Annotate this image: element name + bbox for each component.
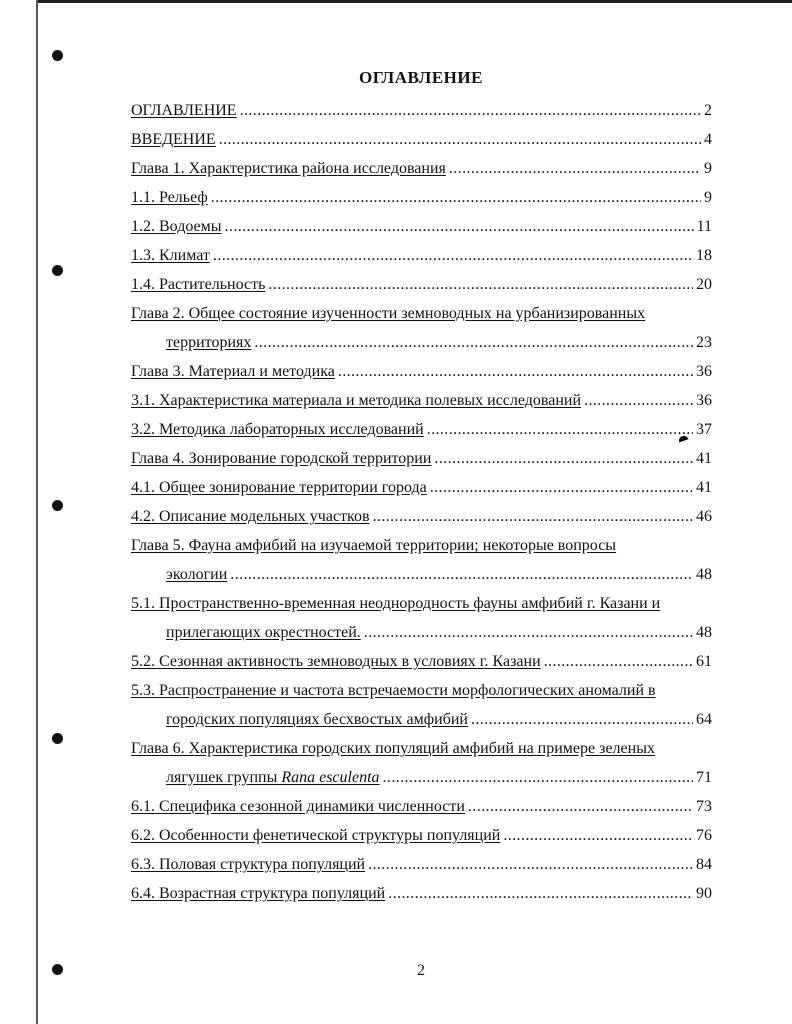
toc-page-number: 41 — [696, 450, 712, 467]
toc-entry-line — [131, 763, 712, 792]
toc-page-number: 37 — [696, 421, 712, 438]
toc-page-number: 23 — [696, 334, 712, 351]
toc-entry-title[interactable]: 4.1. Общее зонирование территории города — [131, 479, 427, 496]
toc-entry-title[interactable]: 1.4. Растительность — [131, 276, 266, 293]
dot-leader — [230, 560, 693, 589]
toc-entry-line — [131, 676, 712, 705]
toc-entry-line — [131, 560, 712, 589]
dot-leader — [471, 705, 693, 734]
toc-entry-line — [131, 328, 712, 357]
binder-hole-icon — [52, 265, 63, 276]
toc-entry[interactable] — [131, 850, 712, 879]
toc-entry-line — [131, 734, 712, 763]
toc-entry-line — [131, 125, 712, 154]
toc-entry[interactable] — [131, 734, 712, 763]
toc-entry[interactable] — [131, 357, 712, 386]
toc-entry[interactable] — [131, 821, 712, 850]
toc-entry-title[interactable]: Глава 4. Зонирование городской территории — [131, 450, 432, 467]
dot-leader — [338, 357, 693, 386]
toc-entry[interactable] — [131, 763, 712, 792]
toc-entry-title[interactable]: 6.1. Специфика сезонной динамики численности — [131, 798, 465, 815]
toc-entry-line — [131, 473, 712, 502]
toc-entry-title[interactable]: городских популяциях бесхвостых амфибий — [166, 711, 468, 728]
toc-entry[interactable] — [131, 386, 712, 415]
toc-entry-line — [131, 154, 712, 183]
dot-leader — [364, 618, 693, 647]
dot-leader — [383, 763, 693, 792]
dot-leader — [544, 647, 693, 676]
toc-entry-line — [131, 618, 712, 647]
toc-entry-title[interactable]: прилегающих окрестностей. — [166, 624, 361, 641]
toc-page-number: 41 — [696, 479, 712, 496]
toc-entry-title[interactable]: Глава 3. Материал и методика — [131, 363, 335, 380]
dot-leader — [254, 328, 693, 357]
toc-entry[interactable] — [131, 676, 712, 705]
toc-entry-title[interactable]: 5.1. Пространственно-временная неоднородность фауны амфибий г. Казани и — [131, 595, 661, 612]
toc-page-number: 20 — [696, 276, 712, 293]
toc-entry-line — [131, 879, 712, 908]
toc-page-number: 76 — [696, 827, 712, 844]
toc-entry[interactable] — [131, 270, 712, 299]
toc-page-number: 48 — [696, 566, 712, 583]
toc-entry-line — [131, 357, 712, 386]
toc-entry-line — [131, 850, 712, 879]
dot-leader — [449, 154, 701, 183]
dot-leader — [503, 821, 693, 850]
toc-entry-line — [131, 183, 712, 212]
toc-entry-title[interactable]: 1.2. Водоемы — [131, 218, 222, 235]
toc-page-number: 9 — [704, 189, 712, 206]
toc-entry-title[interactable]: 3.1. Характеристика материала и методика полевых исследований — [131, 392, 582, 409]
dot-leader — [434, 444, 693, 473]
toc-page-number: 36 — [696, 392, 712, 409]
scan-top-edge — [36, 0, 792, 3]
toc-entry-line — [131, 386, 712, 415]
toc-entry-line — [131, 415, 712, 444]
toc-entry-title[interactable]: 5.2. Сезонная активность земноводных в условиях г. Казани — [131, 653, 541, 670]
toc-entry-title[interactable]: Глава 6. Характеристика городских популяций амфибий на примере зеленых — [131, 740, 655, 757]
toc-entry-title[interactable]: лягушек группы Rana esculenta — [166, 769, 380, 786]
toc-entry-line — [131, 705, 712, 734]
dot-leader — [268, 270, 693, 299]
toc-entry-title[interactable]: 1.1. Рельеф — [131, 189, 208, 206]
toc-entry[interactable] — [131, 647, 712, 676]
binder-hole-icon — [52, 50, 63, 61]
toc-page-number: 46 — [696, 508, 712, 525]
toc-page-number: 48 — [696, 624, 712, 641]
toc-page-number: 9 — [704, 160, 712, 177]
toc-entry-title[interactable]: Глава 1. Характеристика района исследования — [131, 160, 446, 177]
toc-page-number: 18 — [696, 247, 712, 264]
dot-leader — [225, 212, 694, 241]
dot-leader — [430, 473, 693, 502]
dot-leader — [219, 125, 701, 154]
toc-entry-title[interactable]: территориях — [166, 334, 252, 351]
toc-page-number: 64 — [696, 711, 712, 728]
toc-page-number: 2 — [704, 102, 712, 119]
toc-entry[interactable] — [131, 705, 712, 734]
toc-entry-line — [131, 241, 712, 270]
toc-entry-line — [131, 444, 712, 473]
toc-entry[interactable] — [131, 473, 712, 502]
toc-page-number: 84 — [696, 856, 712, 873]
toc-entry[interactable] — [131, 125, 712, 154]
toc-page-number: 36 — [696, 363, 712, 380]
dot-leader — [584, 386, 693, 415]
toc-entry[interactable] — [131, 502, 712, 531]
toc-entry[interactable] — [131, 328, 712, 357]
toc-entry-title[interactable]: Глава 2. Общее состояние изученности земноводных на урбанизированных — [131, 305, 646, 322]
toc-entry-line — [131, 502, 712, 531]
dot-leader — [240, 96, 701, 125]
toc-entry-title[interactable]: ВВЕДЕНИЕ — [131, 131, 216, 148]
toc-entry-line — [131, 299, 712, 328]
toc-entry[interactable] — [131, 154, 712, 183]
toc-entry-title[interactable]: Глава 5. Фауна амфибий на изучаемой территории; некоторые вопросы — [131, 537, 617, 554]
toc-entry-title[interactable]: экологии — [166, 566, 228, 583]
binder-hole-icon — [52, 500, 63, 511]
page-title: ОГЛАВЛЕНИЕ — [359, 68, 483, 87]
toc-entry-title[interactable]: 3.2. Методика лабораторных исследований — [131, 421, 424, 438]
toc-entry[interactable] — [131, 792, 712, 821]
toc-entry[interactable] — [131, 531, 712, 560]
dot-leader — [373, 502, 693, 531]
toc-entry[interactable] — [131, 560, 712, 589]
toc-entry-title[interactable]: 6.3. Половая структура популяций — [131, 856, 366, 873]
toc-entry-line — [131, 647, 712, 676]
species-name: Rana esculenta — [281, 769, 380, 786]
page-number: 2 — [417, 962, 425, 979]
toc-entry[interactable] — [131, 96, 712, 125]
toc-entry[interactable] — [131, 415, 712, 444]
dot-leader — [388, 879, 693, 908]
toc-entry[interactable] — [131, 444, 712, 473]
dot-leader — [211, 183, 701, 212]
toc-entry-line — [131, 270, 712, 299]
toc-entry-title[interactable]: ОГЛАВЛЕНИЕ — [131, 102, 237, 119]
toc-entry-title[interactable]: 6.4. Возрастная структура популяций — [131, 885, 386, 902]
toc-entry[interactable] — [131, 589, 712, 618]
toc-page-number: 90 — [696, 885, 712, 902]
toc-entry[interactable] — [131, 241, 712, 270]
toc-page-number: 61 — [696, 653, 712, 670]
toc-page-number: 73 — [696, 798, 712, 815]
dot-leader — [368, 850, 693, 879]
toc-entry-title[interactable]: 6.2. Особенности фенетической структуры популяций — [131, 827, 501, 844]
toc-entry-line — [131, 589, 712, 618]
toc-entry[interactable] — [131, 879, 712, 908]
toc-entry-line — [131, 792, 712, 821]
toc-entry-title[interactable]: 1.3. Климат — [131, 247, 210, 264]
toc-entry-line — [131, 821, 712, 850]
toc-entry[interactable] — [131, 212, 712, 241]
toc-page-number: 71 — [696, 769, 712, 786]
toc-entry-title[interactable]: 4.2. Описание модельных участков — [131, 508, 370, 525]
dot-leader — [427, 415, 693, 444]
toc-entry-line — [131, 96, 712, 125]
binder-hole-icon — [52, 733, 63, 744]
toc-entry[interactable] — [131, 183, 712, 212]
dot-leader — [468, 792, 693, 821]
table-of-contents — [131, 96, 712, 908]
toc-page-number: 11 — [696, 218, 712, 235]
toc-entry-line — [131, 212, 712, 241]
toc-entry[interactable] — [131, 299, 712, 328]
toc-page-number: 4 — [704, 131, 712, 148]
toc-entry[interactable] — [131, 618, 712, 647]
dot-leader — [213, 241, 693, 270]
toc-entry-line — [131, 531, 712, 560]
toc-entry-title[interactable]: 5.3. Распространение и частота встречаемости морфологических аномалий в — [131, 682, 656, 699]
scan-left-edge — [36, 0, 38, 1024]
